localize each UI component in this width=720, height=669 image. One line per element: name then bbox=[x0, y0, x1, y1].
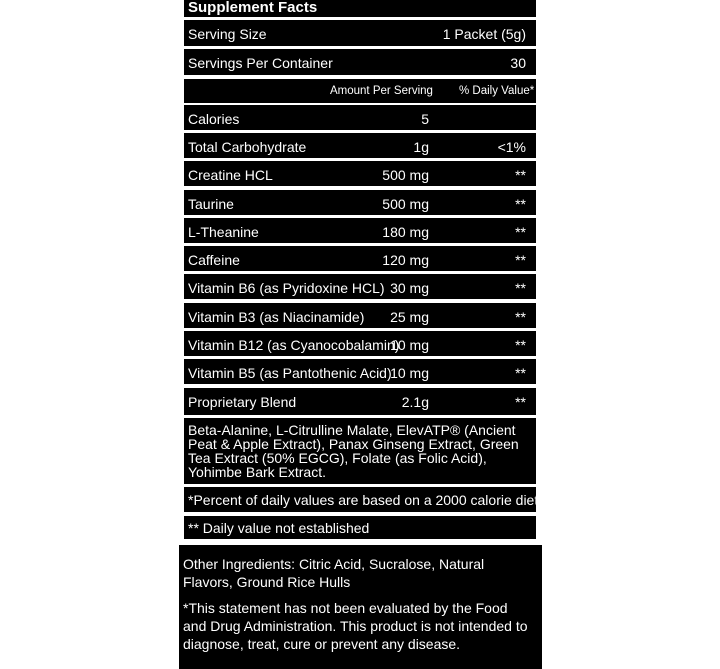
nutrient-daily-value: ** bbox=[515, 167, 526, 183]
column-header-row bbox=[184, 79, 536, 103]
nutrient-daily-value: ** bbox=[515, 252, 526, 268]
serving-size-label: Serving Size bbox=[188, 26, 267, 42]
blend-ingredients-block bbox=[184, 418, 536, 484]
nutrient-amount: 5 bbox=[421, 111, 429, 127]
amount-per-serving-header: Amount Per Serving bbox=[330, 85, 433, 97]
title-block bbox=[184, 0, 536, 17]
percent-footnote-row bbox=[184, 487, 543, 512]
nutrient-daily-value: ** bbox=[515, 196, 526, 212]
nutrient-row bbox=[184, 161, 536, 186]
nutrient-amount: 10 mg bbox=[390, 365, 429, 381]
nutrient-daily-value: ** bbox=[515, 280, 526, 296]
nutrient-row bbox=[184, 274, 536, 299]
nutrient-row bbox=[184, 246, 536, 271]
nutrient-daily-value: <1% bbox=[497, 139, 526, 155]
nutrient-amount: 10 mg bbox=[390, 337, 429, 353]
fda-disclaimer-text: *This statement has not been evaluated by the Food and Drug Administration. This product is not intended to diagnose, treat, cure or prevent any disease. bbox=[183, 600, 528, 652]
nutrient-daily-value: ** bbox=[515, 365, 526, 381]
other-ingredients-text: Other Ingredients: Citric Acid, Sucralose, Natural Flavors, Ground Rice Hulls bbox=[183, 556, 485, 590]
serving-size-row bbox=[184, 20, 536, 46]
nutrient-name: Vitamin B3 (as Niacinamide) bbox=[188, 309, 365, 325]
nutrient-row bbox=[184, 331, 536, 356]
blend-ingredients-text: Beta-Alanine, L-Citrulline Malate, ElevATP® (Ancient Peat & Apple Extract), Panax Ginseng Extract, Green Tea Extract (50% EGCG), Folate (as Folic Acid), Yohimbe Bark Extract. bbox=[188, 422, 519, 480]
nutrient-amount: 30 mg bbox=[390, 280, 429, 296]
servings-per-container-label: Servings Per Container bbox=[188, 55, 333, 71]
nutrient-amount: 2.1g bbox=[401, 394, 429, 410]
nutrient-name: Total Carbohydrate bbox=[188, 139, 307, 155]
not-established-footnote-row bbox=[184, 516, 536, 539]
supplement-facts-label bbox=[179, 0, 542, 545]
nutrient-row bbox=[184, 359, 536, 384]
nutrient-name: Vitamin B5 (as Pantothenic Acid) bbox=[188, 365, 392, 381]
nutrient-name: Caffeine bbox=[188, 252, 240, 268]
nutrient-daily-value: ** bbox=[515, 337, 526, 353]
nutrient-name: Calories bbox=[188, 111, 240, 127]
nutrient-amount: 500 mg bbox=[382, 167, 429, 183]
nutrient-name: Proprietary Blend bbox=[188, 394, 297, 410]
nutrient-row bbox=[184, 218, 536, 243]
percent-footnote: *Percent of daily values are based on a 2000 calorie diet. bbox=[188, 492, 543, 508]
serving-size-value: 1 Packet (5g) bbox=[442, 26, 526, 42]
nutrient-amount: 500 mg bbox=[382, 196, 429, 212]
nutrient-daily-value: ** bbox=[515, 224, 526, 240]
not-established-footnote: ** Daily value not established bbox=[188, 520, 370, 536]
nutrient-name: Vitamin B6 (as Pyridoxine HCL) bbox=[188, 280, 385, 296]
nutrient-name: Creatine HCL bbox=[188, 167, 273, 183]
nutrient-name: Taurine bbox=[188, 196, 234, 212]
nutrient-daily-value: ** bbox=[515, 309, 526, 325]
nutrient-row bbox=[184, 303, 536, 328]
daily-value-header: % Daily Value* bbox=[459, 85, 535, 97]
nutrient-row bbox=[184, 190, 536, 215]
nutrient-daily-value: ** bbox=[515, 394, 526, 410]
nutrient-name: Vitamin B12 (as Cyanocobalamin) bbox=[188, 337, 400, 353]
nutrient-amount: 180 mg bbox=[382, 224, 429, 240]
nutrient-row bbox=[184, 133, 536, 158]
nutrient-amount: 25 mg bbox=[390, 309, 429, 325]
nutrient-amount: 1g bbox=[413, 139, 429, 155]
nutrient-row bbox=[184, 105, 536, 130]
nutrient-name: L-Theanine bbox=[188, 224, 259, 240]
nutrient-row bbox=[184, 388, 536, 415]
label-title: Supplement Facts bbox=[188, 0, 318, 16]
nutrient-amount: 120 mg bbox=[382, 252, 429, 268]
servings-per-container-value: 30 bbox=[510, 55, 526, 71]
servings-per-container-row bbox=[184, 49, 536, 75]
